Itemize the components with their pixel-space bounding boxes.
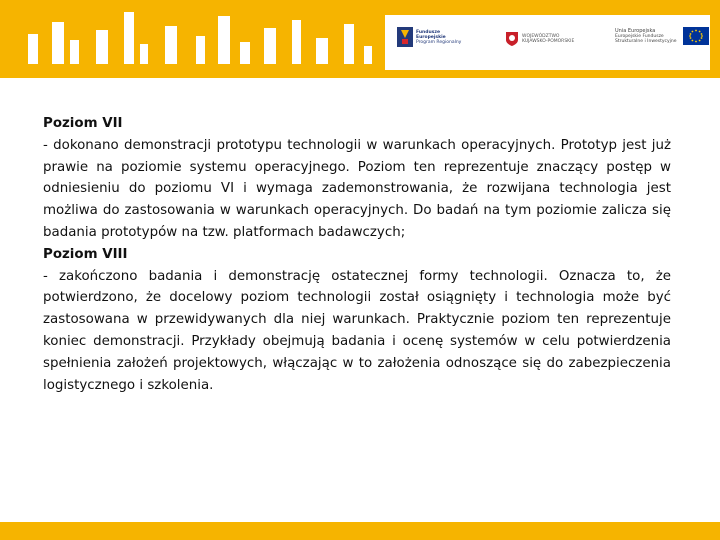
funds-logo: [397, 27, 461, 47]
region-logo: [505, 31, 574, 47]
decor-block: [165, 26, 177, 64]
decor-block: [196, 36, 205, 64]
decor-block: [124, 12, 134, 64]
decor-block: [264, 28, 276, 64]
decor-block: [316, 38, 328, 64]
logo-bar: [385, 15, 710, 70]
paragraph-poziom-viii: - zakończono badania i demonstrację ostatecznej formy technologii. Oznacza to, że potwierdzono, że docelowy poziom technologii został osiągnięty i technologia może być zastosowana w przewidywanych dla niej warunkach. Praktycznie poziom ten reprezentuje koniec demonstracji. Przykłady obejmują badania i ocenę systemów w celu potwierdzenia spełnienia założeń projektowych, włączając w to założenia odnoszące się do zabezpieczenia logistycznego i szkolenia.: [43, 268, 671, 393]
decor-block: [52, 22, 64, 64]
heading-poziom-viii: Poziom VIII: [43, 246, 128, 262]
content-block: [43, 113, 671, 396]
decor-block: [140, 44, 148, 64]
decor-block: [364, 46, 372, 64]
region-coat-of-arms-icon: [505, 31, 519, 47]
eu-text-3: Strukturalne i Inwestycyjne: [615, 38, 677, 44]
funds-text-1: Fundusze: [416, 29, 441, 35]
heading-poziom-vii: Poziom VII: [43, 116, 123, 131]
decor-block: [218, 16, 230, 64]
region-text-2: KUJAWSKO-POMORSKIE: [522, 39, 575, 44]
decor-block: [240, 42, 250, 64]
decor-block: [292, 20, 301, 64]
header-band: [0, 0, 720, 78]
region-text-1: WOJEWÓDZTWO: [522, 34, 560, 39]
eu-text-2: Europejskie Fundusze: [615, 33, 664, 39]
funds-text-2: Europejskie: [416, 34, 446, 40]
decor-block: [28, 34, 38, 64]
funds-emblem-icon: [397, 27, 413, 47]
eu-flag-icon: [683, 27, 709, 45]
eu-logo: [615, 27, 709, 45]
funds-text-3: Program Regionalny: [416, 39, 462, 45]
decor-block: [96, 30, 108, 64]
eu-text-1: Unia Europejska: [615, 27, 656, 34]
paragraph-poziom-vii: - dokonano demonstracji prototypu technologii w warunkach operacyjnych. Prototyp jest już prawie na poziomie systemu operacyjnego. Poziom ten reprezentuje znaczący postęp w odniesieniu do poziomu VI i wymaga zademonstrowania, że rozwijana technologia jest możliwa do zastosowania w warunkach operacyjnych. Do badań na tym poziomie zalicza się badania prototypów na tzw. platformach badawczych;: [43, 137, 671, 240]
decor-block: [70, 40, 79, 64]
footer-band: [0, 522, 720, 540]
decor-block: [344, 24, 354, 64]
